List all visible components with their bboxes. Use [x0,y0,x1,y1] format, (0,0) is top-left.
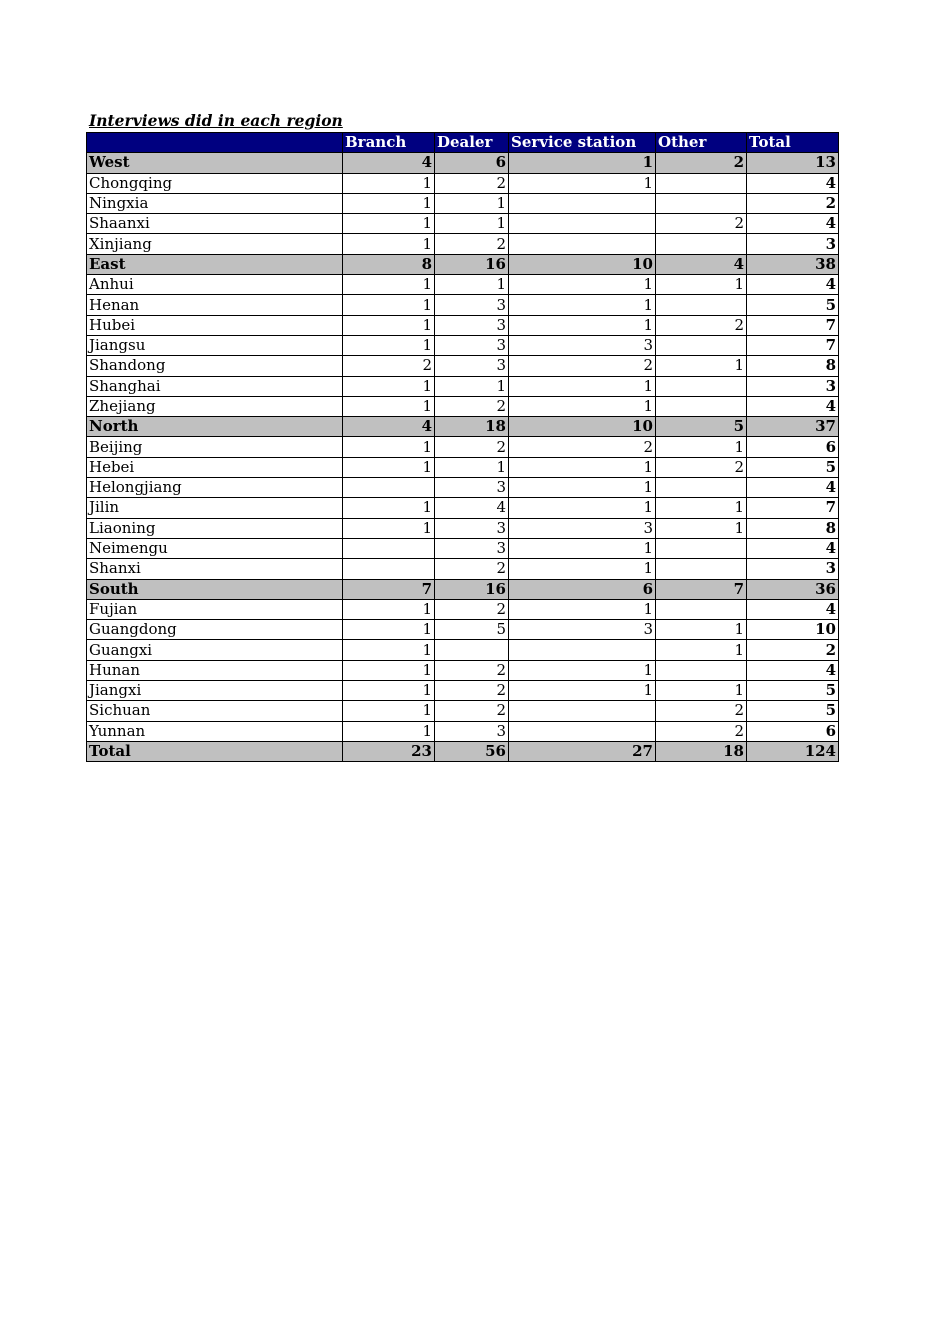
table-row [87,214,839,234]
cell-dealer: 1 [435,457,509,477]
cell-branch: 1 [343,457,435,477]
cell-service-station: 10 [509,417,656,437]
cell-branch: 1 [343,234,435,254]
cell-dealer: 1 [435,193,509,213]
subtotal-row [87,254,839,274]
cell-branch: 7 [343,579,435,599]
cell-region: East [87,254,343,274]
table-row [87,173,839,193]
table-row [87,437,839,457]
cell-service-station: 1 [509,315,656,335]
cell-branch: 4 [343,417,435,437]
header-cell-dealer: Dealer [435,133,509,153]
cell-other [656,538,747,558]
cell-other: 5 [656,417,747,437]
cell-dealer: 2 [435,173,509,193]
cell-dealer: 3 [435,315,509,335]
cell-dealer: 16 [435,254,509,274]
cell-dealer: 2 [435,559,509,579]
cell-branch [343,559,435,579]
cell-branch: 1 [343,640,435,660]
cell-branch: 1 [343,396,435,416]
table-title: Interviews did in each region [89,111,343,130]
cell-service-station: 1 [509,559,656,579]
cell-dealer: 1 [435,214,509,234]
cell-total: 13 [747,153,839,173]
cell-service-station: 1 [509,660,656,680]
cell-total: 5 [747,681,839,701]
cell-other: 7 [656,579,747,599]
cell-dealer: 5 [435,620,509,640]
cell-branch: 1 [343,721,435,741]
cell-total: 4 [747,599,839,619]
cell-total: 4 [747,214,839,234]
cell-other [656,376,747,396]
cell-other: 1 [656,620,747,640]
cell-branch: 8 [343,254,435,274]
cell-region: Helongjiang [87,478,343,498]
cell-total: 3 [747,376,839,396]
cell-region: Jiangxi [87,681,343,701]
cell-total: 4 [747,538,839,558]
cell-dealer: 2 [435,701,509,721]
cell-total: 7 [747,315,839,335]
cell-other [656,234,747,254]
cell-other: 1 [656,437,747,457]
cell-branch: 1 [343,701,435,721]
cell-other [656,173,747,193]
cell-dealer: 2 [435,437,509,457]
cell-region: Chongqing [87,173,343,193]
subtotal-row [87,417,839,437]
table-body [87,153,839,762]
table-row [87,681,839,701]
cell-branch: 1 [343,275,435,295]
cell-branch: 23 [343,741,435,761]
cell-other: 1 [656,356,747,376]
cell-region: Ningxia [87,193,343,213]
cell-dealer: 18 [435,417,509,437]
cell-total: 4 [747,275,839,295]
cell-branch: 1 [343,376,435,396]
cell-dealer: 2 [435,599,509,619]
cell-service-station: 1 [509,498,656,518]
cell-branch: 1 [343,437,435,457]
cell-other: 1 [656,518,747,538]
cell-region: South [87,579,343,599]
cell-service-station: 10 [509,254,656,274]
cell-service-station: 1 [509,457,656,477]
cell-region: Xinjiang [87,234,343,254]
cell-total: 5 [747,701,839,721]
cell-service-station: 1 [509,173,656,193]
cell-total: 2 [747,193,839,213]
table-row [87,599,839,619]
cell-branch: 1 [343,518,435,538]
cell-region: Henan [87,295,343,315]
cell-branch: 1 [343,599,435,619]
cell-service-station: 3 [509,335,656,355]
cell-region: Shanghai [87,376,343,396]
cell-branch: 1 [343,193,435,213]
cell-other [656,335,747,355]
cell-other [656,478,747,498]
cell-total: 5 [747,295,839,315]
cell-dealer: 2 [435,234,509,254]
cell-total: 6 [747,437,839,457]
cell-region: Beijing [87,437,343,457]
table-row [87,315,839,335]
cell-other [656,295,747,315]
cell-other: 2 [656,214,747,234]
cell-other [656,396,747,416]
cell-branch: 1 [343,315,435,335]
cell-dealer: 56 [435,741,509,761]
cell-branch [343,538,435,558]
cell-service-station: 1 [509,396,656,416]
cell-other: 1 [656,498,747,518]
cell-region: North [87,417,343,437]
cell-other: 2 [656,701,747,721]
cell-total: 4 [747,478,839,498]
cell-other: 1 [656,681,747,701]
cell-dealer: 6 [435,153,509,173]
cell-region: Shanxi [87,559,343,579]
cell-service-station: 1 [509,599,656,619]
cell-dealer: 3 [435,721,509,741]
cell-other [656,559,747,579]
cell-total: 4 [747,173,839,193]
cell-service-station [509,701,656,721]
cell-branch: 1 [343,295,435,315]
cell-dealer: 3 [435,295,509,315]
cell-total: 36 [747,579,839,599]
cell-service-station: 2 [509,437,656,457]
table-row [87,396,839,416]
cell-other: 1 [656,275,747,295]
cell-service-station [509,214,656,234]
table-row [87,478,839,498]
cell-total: 37 [747,417,839,437]
cell-other: 2 [656,721,747,741]
cell-service-station: 6 [509,579,656,599]
cell-region: Jiangsu [87,335,343,355]
cell-total: 4 [747,660,839,680]
cell-region: Hubei [87,315,343,335]
cell-service-station [509,234,656,254]
cell-region: Anhui [87,275,343,295]
cell-branch: 1 [343,620,435,640]
table-row [87,295,839,315]
cell-service-station [509,193,656,213]
cell-dealer: 1 [435,376,509,396]
cell-branch: 4 [343,153,435,173]
cell-total: 7 [747,498,839,518]
cell-dealer [435,640,509,660]
cell-branch: 1 [343,498,435,518]
cell-service-station: 1 [509,681,656,701]
cell-region: Hebei [87,457,343,477]
cell-service-station: 1 [509,275,656,295]
header-cell-region [87,133,343,153]
cell-dealer: 3 [435,356,509,376]
cell-branch [343,478,435,498]
cell-service-station [509,721,656,741]
cell-service-station: 1 [509,478,656,498]
cell-region: Total [87,741,343,761]
table-row [87,721,839,741]
table-row [87,620,839,640]
cell-region: Sichuan [87,701,343,721]
interviews-table [86,132,839,762]
cell-total: 10 [747,620,839,640]
table-row [87,701,839,721]
header-row [87,133,839,153]
cell-region: Guangdong [87,620,343,640]
cell-total: 8 [747,518,839,538]
cell-dealer: 1 [435,275,509,295]
cell-dealer: 2 [435,681,509,701]
cell-service-station: 1 [509,153,656,173]
cell-region: Hunan [87,660,343,680]
cell-other: 2 [656,457,747,477]
cell-total: 38 [747,254,839,274]
header-cell-total: Total [747,133,839,153]
cell-region: Shandong [87,356,343,376]
table-row [87,234,839,254]
cell-total: 2 [747,640,839,660]
table-row [87,640,839,660]
cell-dealer: 3 [435,518,509,538]
cell-branch: 1 [343,660,435,680]
table-row [87,275,839,295]
cell-service-station: 27 [509,741,656,761]
cell-total: 8 [747,356,839,376]
cell-service-station: 1 [509,376,656,396]
table-row [87,376,839,396]
cell-region: Guangxi [87,640,343,660]
cell-total: 6 [747,721,839,741]
cell-total: 5 [747,457,839,477]
cell-dealer: 3 [435,538,509,558]
cell-region: Zhejiang [87,396,343,416]
header-cell-branch: Branch [343,133,435,153]
cell-total: 7 [747,335,839,355]
cell-branch: 1 [343,681,435,701]
cell-branch: 1 [343,335,435,355]
cell-total: 3 [747,234,839,254]
cell-other [656,193,747,213]
table-row [87,559,839,579]
cell-dealer: 16 [435,579,509,599]
cell-dealer: 3 [435,335,509,355]
cell-other: 2 [656,153,747,173]
cell-region: Fujian [87,599,343,619]
cell-service-station: 3 [509,518,656,538]
cell-branch: 1 [343,173,435,193]
cell-total: 4 [747,396,839,416]
cell-region: Neimengu [87,538,343,558]
cell-other: 4 [656,254,747,274]
cell-dealer: 2 [435,396,509,416]
cell-branch: 2 [343,356,435,376]
cell-dealer: 3 [435,478,509,498]
cell-region: Jilin [87,498,343,518]
cell-service-station: 1 [509,295,656,315]
cell-other: 1 [656,640,747,660]
subtotal-row [87,579,839,599]
grand-total-row [87,741,839,761]
cell-total: 124 [747,741,839,761]
header-cell-other: Other [656,133,747,153]
cell-branch: 1 [343,214,435,234]
cell-region: Liaoning [87,518,343,538]
cell-other: 18 [656,741,747,761]
cell-other [656,599,747,619]
cell-total: 3 [747,559,839,579]
cell-dealer: 2 [435,660,509,680]
table-row [87,660,839,680]
table-row [87,335,839,355]
cell-region: Yunnan [87,721,343,741]
cell-service-station: 2 [509,356,656,376]
cell-dealer: 4 [435,498,509,518]
subtotal-row [87,153,839,173]
table-row [87,356,839,376]
cell-service-station: 1 [509,538,656,558]
header-cell-service-station: Service station [509,133,656,153]
cell-region: West [87,153,343,173]
cell-other: 2 [656,315,747,335]
table-row [87,518,839,538]
cell-other [656,660,747,680]
table-row [87,457,839,477]
cell-region: Shaanxi [87,214,343,234]
cell-service-station: 3 [509,620,656,640]
cell-service-station [509,640,656,660]
table-row [87,498,839,518]
table-row [87,193,839,213]
table-row [87,538,839,558]
